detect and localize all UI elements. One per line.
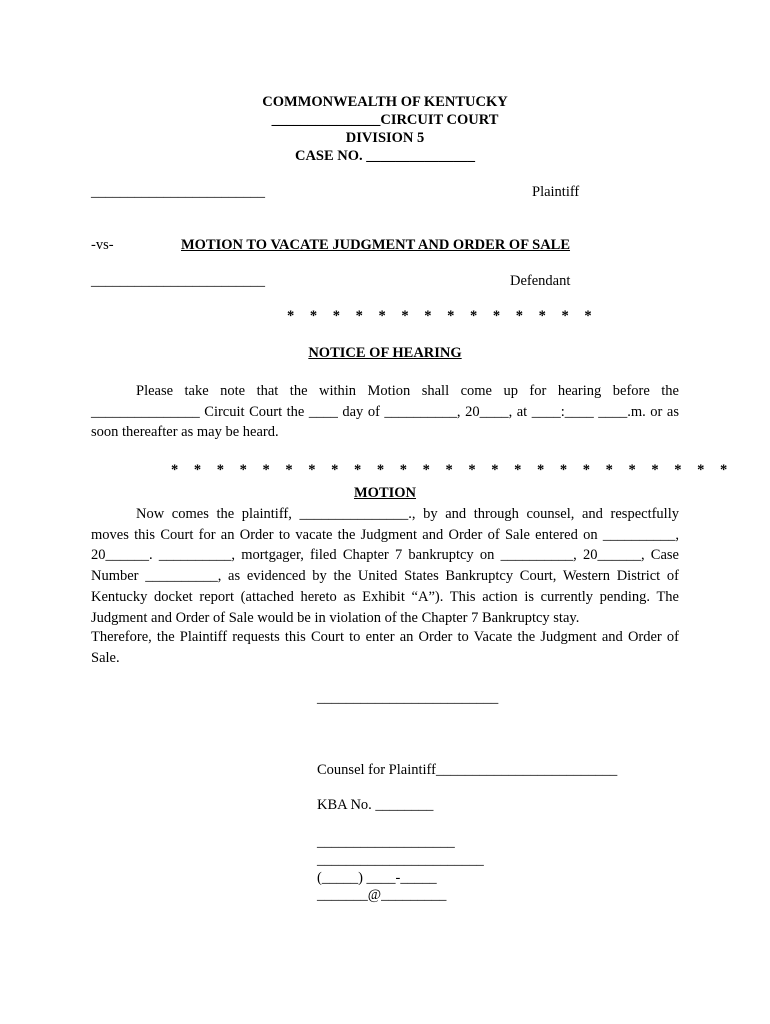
email-address: _______@_________ bbox=[317, 887, 447, 903]
plaintiff-label: Plaintiff bbox=[532, 184, 580, 200]
motion-heading: MOTION bbox=[353, 485, 417, 501]
defendant-label: Defendant bbox=[510, 273, 571, 289]
notice-heading: NOTICE OF HEARING bbox=[308, 345, 462, 361]
court-header-division: DIVISION 5 bbox=[345, 130, 425, 146]
motion-conclusion: Therefore, the Plaintiff requests this Court to enter an Order to Vacate the Judgment and Order of Sale. bbox=[91, 629, 679, 666]
court-header-case-no: CASE NO. _______________ bbox=[294, 148, 476, 164]
phone-number: (_____) ____-_____ bbox=[317, 870, 437, 886]
plaintiff-name-blank: ________________________ bbox=[91, 184, 265, 200]
counsel-for-plaintiff: Counsel for Plaintiff_________________________ bbox=[317, 762, 618, 778]
motion-title: MOTION TO VACATE JUDGMENT AND ORDER OF SALE bbox=[181, 237, 571, 253]
kba-number: KBA No. ________ bbox=[317, 797, 434, 813]
notice-paragraph: Please take note that the within Motion shall come up for hearing before the _______________ Circuit Court the ____ day of __________, 20____, at ____:____ ____.m. or as soon thereafter as may be heard. bbox=[91, 383, 679, 441]
address-line-1: ___________________ bbox=[317, 834, 455, 850]
address-line-2: _______________________ bbox=[317, 852, 484, 868]
signature-line: _________________________ bbox=[317, 690, 499, 706]
court-header-circuit-court: _______________CIRCUIT COURT bbox=[271, 112, 499, 128]
motion-paragraph: Now comes the plaintiff, _______________., by and through counsel, and respectfully moves this Court for an Order to vacate the Judgment and Order of Sale entered on __________, 20______. __________, mortgager, filed Chapter 7 bankruptcy on __________, 20______, Case Number __________, as evidenced by the United States Bankruptcy Court, Western District of Kentucky docket report (attached hereto as Exhibit “A”). This action is currently pending. The Judgment and Order of Sale would be in violation of the Chapter 7 Bankruptcy stay. bbox=[91, 506, 679, 626]
defendant-name-blank: ________________________ bbox=[91, 273, 265, 289]
separator-stars-long: * * * * * * * * * * * * * * * * * * * * * * * * * bbox=[171, 462, 731, 478]
court-header-commonwealth: COMMONWEALTH OF KENTUCKY bbox=[262, 94, 508, 110]
versus-label: -vs- bbox=[91, 237, 114, 253]
separator-stars-short: * * * * * * * * * * * * * * bbox=[287, 308, 595, 324]
